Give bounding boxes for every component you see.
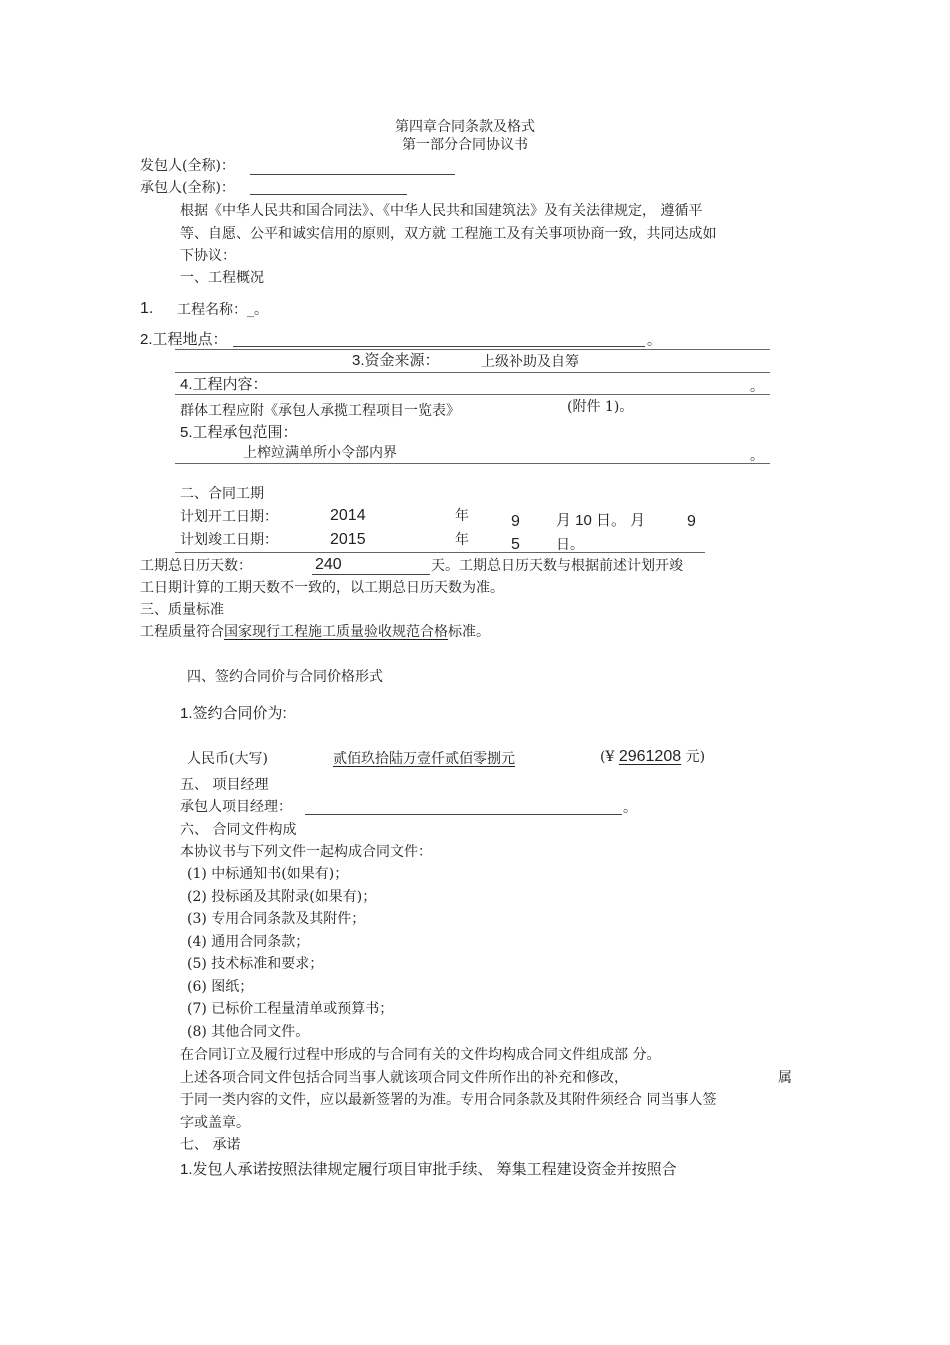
divider-line — [175, 372, 770, 373]
rmb-label: 人民币(大写) — [187, 751, 268, 767]
project-manager-end: 。 — [623, 800, 637, 816]
employer-label: 发包人(全称)： — [140, 158, 235, 174]
rmb-open: (¥ — [600, 749, 615, 765]
sec7-item-1-text: 1.发包人承诺按照法律规定履行项目审批手续、 筹集工程建设资金并按照合 — [180, 1161, 677, 1178]
contractor-blank[interactable] — [250, 194, 407, 195]
sec4-heading: 四、签约合同价与合同价格形式 — [187, 669, 383, 685]
contract-price-text: 1.签约合同价为: — [180, 705, 287, 722]
preamble-line-1: 根据《中华人民共和国合同法》、《中华人民共和国建筑法》及有关法律规定， 遵循平 — [180, 203, 703, 219]
preamble-line-2: 等、自愿、公平和诚实信用的原则，双方就 工程施工及有关事项协商一致，共同达成如 — [180, 226, 717, 242]
finish-date-label: 计划竣工日期： — [180, 532, 278, 548]
sec3-heading: 三、质量标准 — [140, 602, 224, 618]
contractor-label: 承包人(全称)： — [140, 180, 235, 196]
total-days-underline — [312, 574, 430, 575]
quality-standard-value: 国家现行工程施工质量验收规范合格 — [224, 624, 448, 640]
scope-label — [180, 424, 298, 442]
fund-source-value: 上级补助及自筹 — [481, 354, 579, 370]
sec7-item-1 — [180, 1161, 677, 1179]
quality-standard-text — [140, 623, 490, 641]
rmb-close: 元) — [685, 749, 706, 765]
fund-source-text: 3.资金来源： — [352, 352, 440, 369]
finish-month: 5 — [511, 536, 520, 553]
preamble-line-3: 下协议： — [180, 248, 236, 264]
project-content-end: 。 — [750, 379, 764, 395]
sec1-heading: 一、工程概况 — [180, 270, 264, 286]
total-days-note-2: 工日期计算的工期天数不一致的，以工期总日历天数为准。 — [140, 580, 504, 596]
total-days-note-1: 天。工期总日历天数与根据前述计划开竣 — [431, 558, 683, 574]
scope-end: 。 — [750, 448, 764, 464]
sec6-para-1: 在合同订立及履行过程中形成的与合同有关的文件均构成合同文件组成部 分。 — [180, 1047, 661, 1063]
rmb-amount: 2961208 — [618, 748, 682, 765]
project-location-end: 。 — [647, 333, 661, 349]
attachment-ref: (附件 1)。 — [567, 399, 634, 415]
group-project-note: 群体工程应附《承包人承揽工程项目一览表》 — [180, 403, 460, 419]
finish-year-char: 年 — [455, 532, 469, 548]
project-location-text: 2.工程地点： — [140, 331, 228, 348]
doc-list-item-8: (8) 其他合同文件。 — [187, 1024, 310, 1040]
part-title: 第一部分合同协议书 — [402, 137, 528, 153]
project-location-label — [140, 331, 228, 349]
project-location-blank[interactable] — [233, 346, 645, 347]
sec6-para-2c: 于同一类内容的文件，应以最新签署的为准。专用合同条款及其附件须经合 同当事人签 — [180, 1092, 717, 1108]
doc-list-item-1: (1) 中标通知书(如果有)； — [187, 866, 349, 882]
doc-list-item-4: (4) 通用合同条款； — [187, 934, 310, 950]
start-month: 9 — [511, 513, 520, 530]
start-year: 2014 — [330, 507, 366, 524]
fund-source-label — [352, 352, 440, 370]
doc-list-item-6: (6) 图纸； — [187, 979, 254, 995]
chapter-title: 第四章合同条款及格式 — [395, 119, 535, 135]
rmb-amount-figure — [600, 748, 705, 766]
scope-text: 5.工程承包范围： — [180, 424, 298, 441]
sec6-para-2b: 属 — [778, 1070, 792, 1086]
start-date-label: 计划开工日期： — [180, 509, 278, 525]
total-days-label: 工期总日历天数： — [140, 558, 252, 574]
quality-post: 标准。 — [448, 624, 490, 640]
sec6-para-2a: 上述各项合同文件包括合同当事人就该项合同文件所作出的补充和修改， — [180, 1070, 628, 1086]
project-name-label: 工程名称：_。 — [177, 302, 268, 318]
project-manager-blank[interactable] — [305, 814, 622, 815]
scope-value: 上榨竝满单所小令部内界 — [243, 445, 397, 461]
project-manager-label: 承包人项目经理： — [180, 799, 292, 815]
divider-line — [175, 463, 770, 464]
sec6-para-2d: 字或盖章。 — [180, 1115, 250, 1131]
quality-pre: 工程质量符合 — [140, 624, 224, 640]
project-name-number: 1. — [140, 300, 154, 317]
doc-list-item-5: (5) 技术标准和要求； — [187, 956, 324, 972]
divider-line — [175, 394, 770, 395]
contract-price-label — [180, 705, 287, 723]
finish-year: 2015 — [330, 531, 366, 548]
divider-line — [175, 552, 705, 553]
divider-line — [175, 349, 770, 350]
finish-day-char: 日。 — [556, 537, 584, 553]
project-content-label — [180, 376, 268, 394]
project-content-text: 4.工程内容： — [180, 376, 268, 393]
finish-day-number: 9 — [687, 513, 696, 530]
total-days-value: 240 — [315, 556, 342, 573]
sec5-heading: 五、 项目经理 — [180, 777, 269, 793]
doc-list-item-3: (3) 专用合同条款及其附件； — [187, 911, 366, 927]
start-month-day: 月 10 日。 月 — [556, 512, 646, 529]
sec6-heading: 六、 合同文件构成 — [180, 822, 297, 838]
employer-blank[interactable] — [250, 174, 455, 175]
sec2-heading: 二、合同工期 — [180, 486, 264, 502]
start-year-char: 年 — [455, 508, 469, 524]
sec7-heading: 七、 承诺 — [180, 1137, 241, 1153]
doc-list-item-7: (7) 已标价工程量清单或预算书； — [187, 1001, 394, 1017]
sec6-intro: 本协议书与下列文件一起构成合同文件： — [180, 844, 432, 860]
rmb-amount-words: 贰佰玖拾陆万壹仟贰佰零捌元 — [333, 751, 515, 767]
doc-list-item-2: (2) 投标函及其附录(如果有)； — [187, 889, 377, 905]
